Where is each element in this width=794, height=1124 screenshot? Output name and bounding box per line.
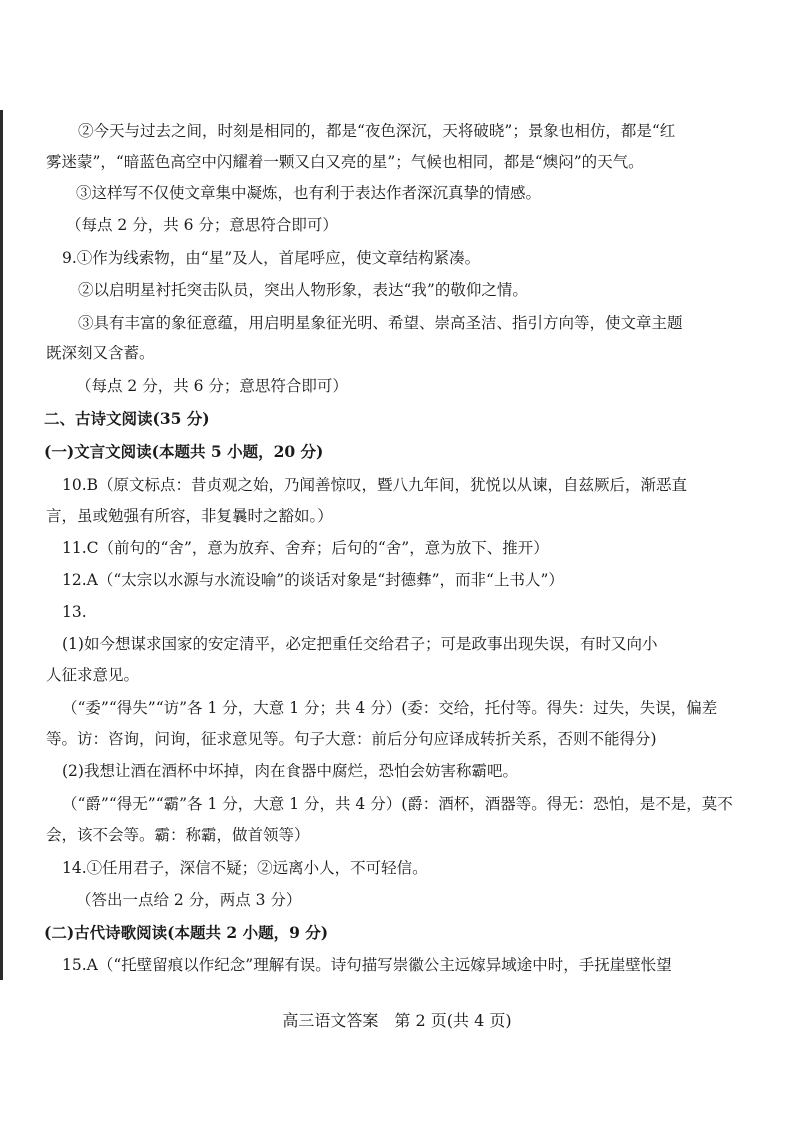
answer-line: ②今天与过去之间，时刻是相同的，都是“夜色深沉，天将破晓”；景象也相仿，都是“红	[78, 122, 676, 140]
answer-line: 雾迷蒙”，“暗蓝色高空中闪耀着一颗又白又亮的星”；气候也相同，都是“燠闷”的天气。	[46, 153, 644, 171]
answer-line: 言，虽或勉强有所容，非复曩时之豁如。）	[46, 507, 333, 525]
scoring-note: （“爵”“得无”“霸”各 1 分，大意 1 分，共 4 分）(爵：酒杯，酒器等。得无：恐怕，是不是，莫不	[62, 795, 733, 813]
answer-line: ③具有丰富的象征意蕴，用启明星象征光明、希望、崇高圣洁、指引方向等，使文章主题	[78, 314, 683, 332]
answer-line: 15.A（“托壁留痕以作纪念”理解有误。诗句描写崇徽公主远嫁异域途中时，手抚崖壁怅望	[62, 956, 672, 974]
answer-line: 12.A（“太宗以水源与水流设喻”的谈话对象是“封德彝”，而非“上书人”）	[62, 571, 564, 589]
answer-line: 11.C（前句的“舍”，意为放弃、舍弃；后句的“舍”，意为放下、推开）	[62, 539, 549, 557]
answer-line: 既深刻又含蓄。	[46, 344, 155, 362]
answer-line: (1)如今想谋求国家的安定清平，必定把重任交给君子；可是政事出现失误，有时又向小	[62, 635, 658, 653]
answer-line: 14.①任用君子，深信不疑；②远离小人，不可轻信。	[62, 859, 428, 877]
scoring-note: 等。访：咨询，问询，征求意见等。句子大意：前后分句应译成转折关系，否则不能得分)	[46, 730, 657, 748]
scoring-note: 会，该不会等。霸：称霸，做首领等）	[46, 826, 310, 844]
answer-line: 9.①作为线索物，由“星”及人，首尾呼应，使文章结构紧凑。	[62, 249, 481, 267]
page-footer: 高三语文答案 第 2 页(共 4 页)	[282, 1011, 512, 1030]
question-number: 13.	[62, 603, 87, 621]
scoring-note: （每点 2 分，共 6 分；意思符合即可）	[66, 216, 338, 234]
scoring-note: （每点 2 分，共 6 分；意思符合即可）	[76, 377, 348, 395]
answer-line: 10.B（原文标点：昔贞观之始，乃闻善惊叹，暨八九年间，犹悦以从谏，自兹厥后，渐恶直	[62, 476, 688, 494]
scoring-note: （答出一点给 2 分，两点 3 分）	[76, 891, 302, 909]
subsection-heading: (一)文言文阅读(本题共 5 小题，20 分)	[44, 442, 324, 461]
answer-line: 人征求意见。	[46, 666, 140, 684]
subsection-heading: (二)古代诗歌阅读(本题共 2 小题，9 分)	[44, 923, 329, 942]
section-heading: 二、古诗文阅读(35 分)	[44, 409, 210, 428]
page-edge-line	[0, 110, 3, 980]
answer-line: (2)我想让酒在酒杯中坏掉，肉在食器中腐烂，恐怕会妨害称霸吧。	[62, 762, 518, 780]
answer-line: ②以启明星衬托突击队员，突出人物形象，表达“我”的敬仰之情。	[78, 281, 528, 299]
scoring-note: （“委”“得失”“访”各 1 分，大意 1 分；共 4 分）(委：交给，托付等。得失：过失，失误，偏差	[62, 699, 718, 717]
answer-line: ③这样写不仅使文章集中凝炼，也有利于表达作者深沉真挚的情感。	[76, 184, 542, 202]
